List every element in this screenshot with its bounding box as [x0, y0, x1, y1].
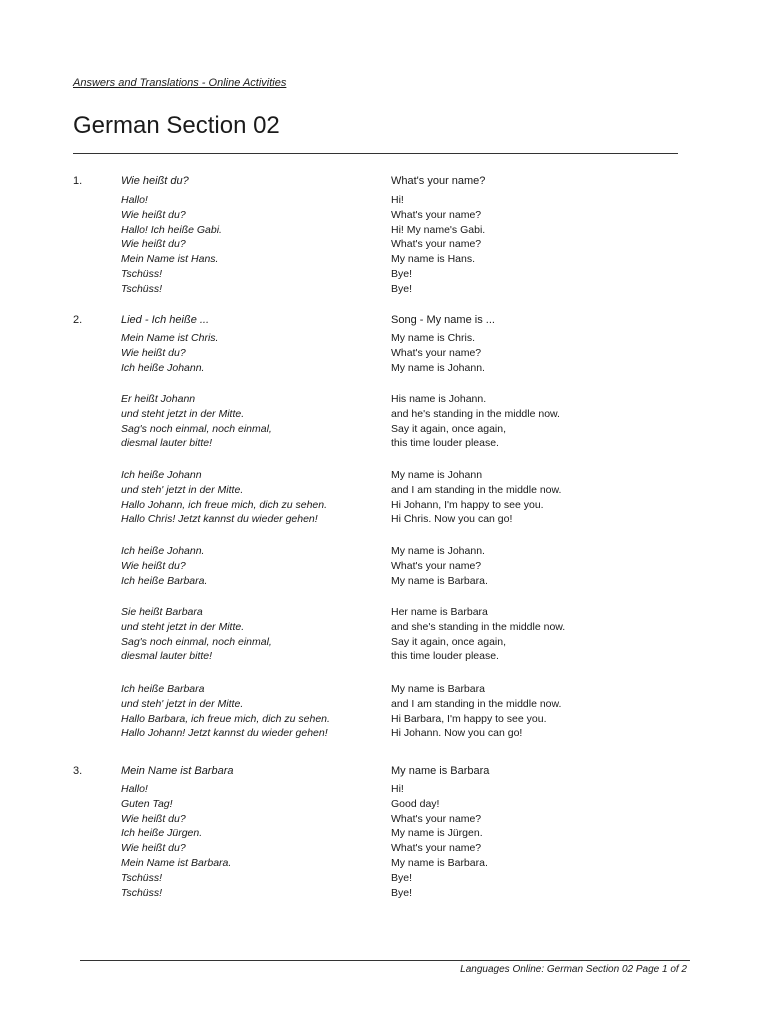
line-row [0, 484, 768, 499]
line-row [0, 469, 768, 484]
german-line: Tschüss! [121, 282, 163, 295]
german-line: und steht jetzt in der Mitte. [121, 407, 245, 420]
german-line: Mein Name ist Hans. [121, 253, 219, 266]
english-line: Hi Barbara, I'm happy to see you. [391, 712, 547, 725]
section-number: 1. [73, 175, 83, 187]
line-row [0, 842, 768, 857]
line-row [0, 798, 768, 813]
english-line: and he's standing in the middle now. [391, 407, 560, 420]
german-line: Hallo! [121, 783, 148, 795]
english-line: My name is Johann. [391, 361, 485, 374]
line-row [0, 650, 768, 665]
verse-block [0, 194, 768, 298]
english-line: Good day! [391, 797, 440, 810]
german-line: und steht jetzt in der Mitte. [121, 620, 245, 633]
line-row [0, 362, 768, 377]
verse-block [0, 469, 768, 528]
english-line: Say it again, once again, [391, 422, 506, 435]
german-line: Sie heißt Barbara [121, 606, 203, 618]
title-rule [73, 153, 678, 154]
line-row [0, 606, 768, 621]
german-line: Wie heißt du? [121, 559, 186, 572]
german-line: Sag's noch einmal, noch einmal, [121, 635, 272, 648]
german-line: Ich heiße Johann [121, 469, 202, 481]
section-heading-english: My name is Barbara [391, 765, 490, 777]
english-line: My name is Barbara [391, 683, 485, 695]
line-row [0, 621, 768, 636]
line-row [0, 887, 768, 902]
english-line: Hi! My name's Gabi. [391, 223, 486, 236]
line-row [0, 727, 768, 742]
line-row [0, 194, 768, 209]
german-line: Ich heiße Barbara [121, 683, 205, 695]
english-line: this time louder please. [391, 437, 499, 450]
german-line: Guten Tag! [121, 797, 173, 810]
german-line: Hallo! Ich heiße Gabi. [121, 223, 222, 236]
german-line: Hallo Johann! Jetzt kannst du wieder gehen! [121, 727, 328, 740]
english-line: Hi! [391, 194, 404, 206]
english-line: My name is Jürgen. [391, 827, 483, 840]
line-row [0, 560, 768, 575]
german-line: Hallo Chris! Jetzt kannst du wieder gehen! [121, 513, 318, 526]
page-title: German Section 02 [73, 112, 280, 139]
german-line: Hallo Barbara, ich freue mich, dich zu sehen. [121, 712, 330, 725]
english-line: What's your name? [391, 842, 482, 855]
line-row [0, 238, 768, 253]
english-line: Say it again, once again, [391, 635, 506, 648]
german-line: Wie heißt du? [121, 238, 186, 251]
verse-block [0, 783, 768, 901]
line-row [0, 224, 768, 239]
english-line: and she's standing in the middle now. [391, 620, 566, 633]
section-heading-english: What's your name? [391, 175, 486, 187]
line-row [0, 683, 768, 698]
line-row [0, 437, 768, 452]
german-line: und steh' jetzt in der Mitte. [121, 697, 244, 710]
footer-text: Languages Online: German Section 02 Page 1 of 2 [460, 964, 687, 975]
german-line: Mein Name ist Chris. [121, 332, 219, 344]
english-line: and I am standing in the middle now. [391, 697, 562, 710]
verse-block [0, 545, 768, 589]
german-line: diesmal lauter bitte! [121, 437, 213, 450]
line-row [0, 423, 768, 438]
english-line: Hi Johann. Now you can go! [391, 727, 523, 740]
line-row [0, 332, 768, 347]
verse-block [0, 683, 768, 742]
english-line: Her name is Barbara [391, 606, 488, 618]
german-line: Ich heiße Jürgen. [121, 827, 203, 840]
line-row [0, 713, 768, 728]
german-line: Tschüss! [121, 886, 163, 899]
german-line: Tschüss! [121, 871, 163, 884]
english-line: Hi Chris. Now you can go! [391, 513, 513, 526]
line-row [0, 209, 768, 224]
line-row [0, 636, 768, 651]
english-line: Bye! [391, 886, 413, 899]
english-line: My name is Johann [391, 469, 483, 481]
german-line: Ich heiße Barbara. [121, 574, 208, 587]
english-line: Hi! [391, 783, 404, 795]
english-line: My name is Barbara. [391, 856, 488, 869]
line-row [0, 575, 768, 590]
german-line: und steh' jetzt in der Mitte. [121, 483, 244, 496]
german-line: Ich heiße Johann. [121, 361, 205, 374]
verse-block [0, 393, 768, 452]
english-line: My name is Chris. [391, 332, 476, 344]
line-row [0, 545, 768, 560]
english-line: Bye! [391, 267, 413, 280]
english-line: Bye! [391, 871, 413, 884]
german-line: Wie heißt du? [121, 842, 186, 855]
german-line: Tschüss! [121, 267, 163, 280]
english-line: What's your name? [391, 208, 482, 221]
english-line: What's your name? [391, 346, 482, 359]
section-number: 3. [73, 765, 83, 777]
english-line: Bye! [391, 282, 413, 295]
line-row [0, 253, 768, 268]
verse-block [0, 332, 768, 376]
line-row [0, 268, 768, 283]
line-row [0, 827, 768, 842]
german-line: Er heißt Johann [121, 393, 196, 405]
english-line: Hi Johann, I'm happy to see you. [391, 498, 544, 511]
german-line: Wie heißt du? [121, 346, 186, 359]
german-line: Hallo! [121, 194, 148, 206]
line-row [0, 813, 768, 828]
english-line: What's your name? [391, 559, 482, 572]
line-row [0, 698, 768, 713]
section-heading-german: Lied - Ich heiße ... [121, 314, 210, 326]
english-line: My name is Barbara. [391, 574, 488, 587]
english-line: What's your name? [391, 812, 482, 825]
footer-rule [80, 960, 690, 961]
german-line: Sag's noch einmal, noch einmal, [121, 422, 272, 435]
line-row [0, 408, 768, 423]
english-line: My name is Hans. [391, 253, 476, 266]
section-number: 2. [73, 314, 83, 326]
english-line: My name is Johann. [391, 545, 485, 557]
english-line: this time louder please. [391, 650, 499, 663]
german-line: Ich heiße Johann. [121, 545, 205, 557]
line-row [0, 783, 768, 798]
german-line: diesmal lauter bitte! [121, 650, 213, 663]
english-line: and I am standing in the middle now. [391, 483, 562, 496]
line-row [0, 347, 768, 362]
german-line: Wie heißt du? [121, 812, 186, 825]
section-heading-german: Wie heißt du? [121, 175, 189, 187]
header-note: Answers and Translations - Online Activities [73, 77, 287, 89]
verse-block [0, 606, 768, 665]
line-row [0, 857, 768, 872]
line-row [0, 393, 768, 408]
english-line: What's your name? [391, 238, 482, 251]
section-heading-german: Mein Name ist Barbara [121, 765, 234, 777]
german-line: Hallo Johann, ich freue mich, dich zu sehen. [121, 498, 328, 511]
section-heading-english: Song - My name is ... [391, 314, 495, 326]
line-row [0, 872, 768, 887]
german-line: Wie heißt du? [121, 208, 186, 221]
line-row [0, 499, 768, 514]
line-row [0, 283, 768, 298]
english-line: His name is Johann. [391, 393, 487, 405]
german-line: Mein Name ist Barbara. [121, 856, 232, 869]
line-row [0, 513, 768, 528]
